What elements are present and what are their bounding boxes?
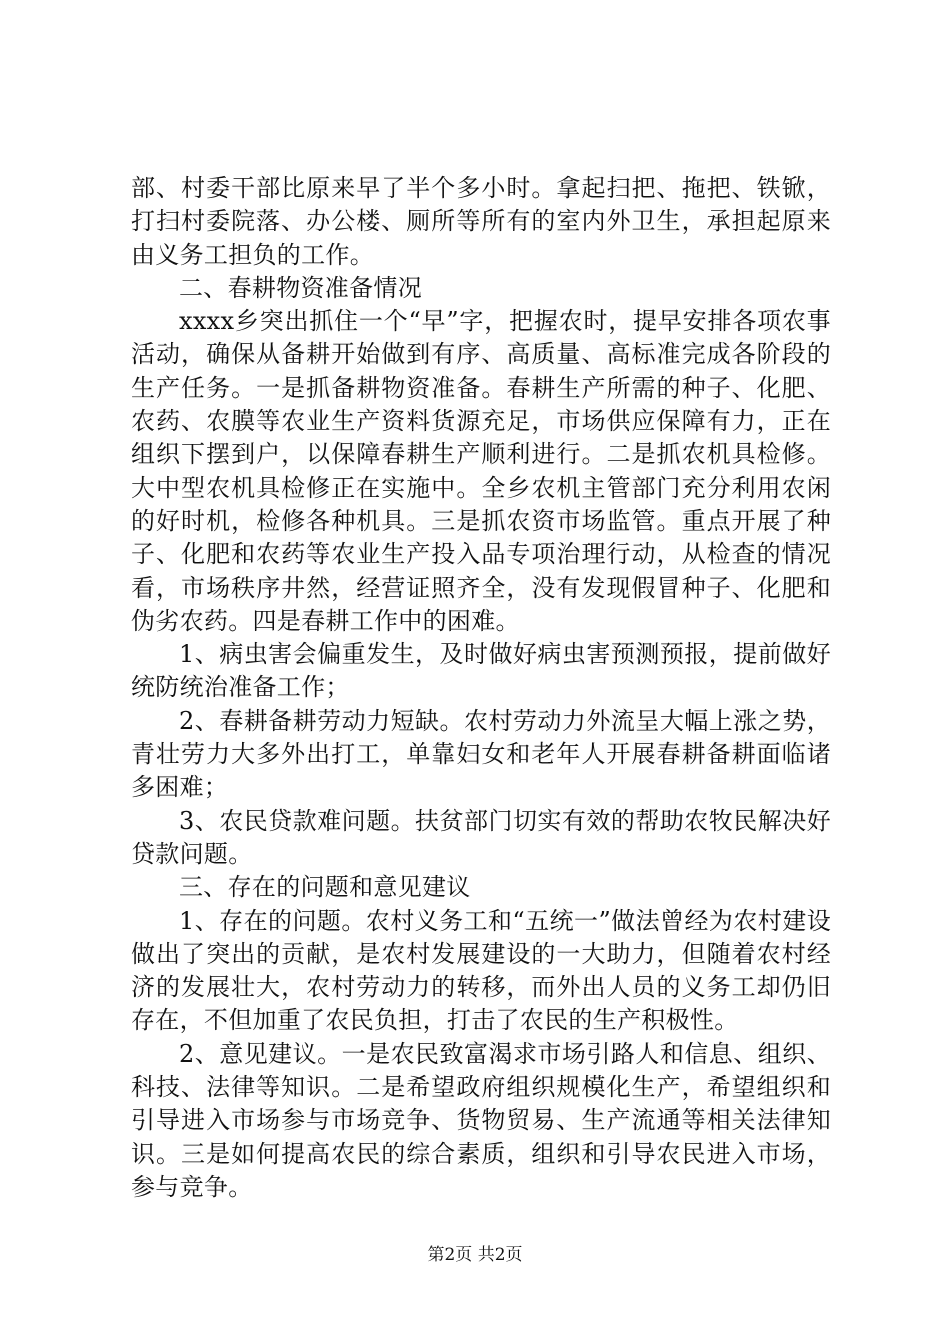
paragraph-spring-supplies: xxxx乡突出抓住一个“早”字，把握农时，提早安排各项农事活动，确保从备耕开始做到有序、高质量、高标准完成各阶段的生产任务。一是抓备耕物资准备。春耕生产所需的种子、化肥、农药、农膜等农业生产资料货源充足，市场供应保障有力，正在组织下摆到户，以保障春耕生产顺利进行。二是抓农机具检修。大中型农机具检修正在实施中。全乡农机主管部门充分利用农闲的好时机，检修各种机具。三是抓农资市场监管。重点开展了种子、化肥和农药等农业生产投入品专项治理行动，从检查的情况看，市场秩序井然，经营证照齐全，没有发现假冒种子、化肥和伪劣农药。四是春耕工作中的困难。 xyxy=(131,307,831,635)
section-heading-spring-supplies: 二、春耕物资准备情况 xyxy=(179,273,422,302)
list-item-loans: 3、农民贷款难问题。扶贫部门切实有效的帮助农牧民解决好贷款问题。 xyxy=(131,806,831,868)
paragraph-suggestions: 2、意见建议。一是农民致富渴求市场引路人和信息、组织、科技、法律等知识。二是希望政府组织规模化生产，希望组织和引导进入市场参与市场竞争、货物贸易、生产流通等相关法律知识。三是如何提高农民的综合素质，组织和引导农民进入市场，参与竞争。 xyxy=(131,1039,831,1201)
section-heading-problems: 三、存在的问题和意见建议 xyxy=(179,873,471,902)
paragraph-continuation: 部、村委干部比原来早了半个多小时。拿起扫把、拖把、铁锨，打扫村委院落、办公楼、厕所等所有的室内外卫生，承担起原来由义务工担负的工作。 xyxy=(131,174,831,269)
paragraph-problems: 1、存在的问题。农村义务工和“五统一”做法曾经为农村建设做出了突出的贡献，是农村发展建设的一大助力，但随着农村经济的发展壮大，农村劳动力的转移，而外出人员的义务工却仍旧存在，不但加重了农民负担，打击了农民的生产积极性。 xyxy=(131,906,831,1035)
page-footer: 第2页 共2页 xyxy=(427,1245,523,1265)
document-body xyxy=(131,172,831,1204)
list-item-labor-shortage: 2、春耕备耕劳动力短缺。农村劳动力外流呈大幅上涨之势，青壮劳力大多外出打工，单靠妇女和老年人开展春耕备耕面临诸多困难； xyxy=(131,706,831,802)
list-item-pests: 1、病虫害会偏重发生，及时做好病虫害预测预报，提前做好统防统治准备工作； xyxy=(131,640,831,702)
